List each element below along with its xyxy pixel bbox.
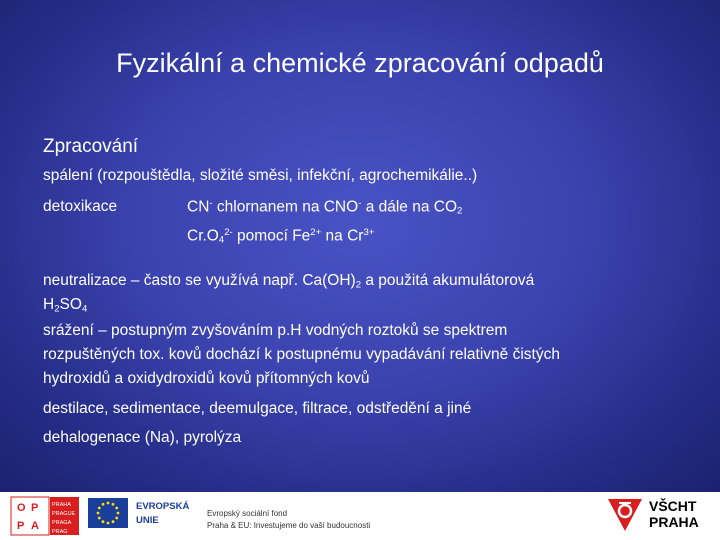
opp-letter: O [17,502,26,514]
opp-praha-logo [10,496,80,536]
h2so4-line: $H_2SO_4$ [43,296,88,315]
precipitation-line-3: hydroxidů a oxidydroxidů kovů přítomných kovů [43,370,370,387]
section-heading: Zpracování [43,136,139,157]
opp-letter: A [31,520,39,532]
precipitation-line-2: rozpuštěných tox. kovů dochází k postupnému vypadávání relativně čistých [43,346,560,363]
opp-letter: P [31,502,39,514]
precipitation-line-1: srážení – postupným zvyšováním p.H vodných roztoků se spektrem [43,322,508,339]
praha-word: PRAHA [52,502,71,508]
praha-word: PRAGA [52,520,72,526]
eu-label: EVROPSKÁ UNIE [136,501,190,526]
vscht-logo-text: VŠCHT PRAHA [649,498,699,530]
burning-line: spálení (rozpouštědla, složité směsi, infekční, agrochemikálie..) [43,167,478,184]
opp-letter: P [17,520,25,532]
slide-title: Fyzikální a chemické zpracování odpadů [116,48,604,78]
detox-line-1: CN- chlornanem na CNO- a dále na $CO_2$ [187,198,463,217]
footer-logo-bar [0,492,720,540]
eu-flag-icon [88,498,128,528]
distillation-line: destilace, sedimentace, deemulgace, filtrace, odstředění a jiné [43,400,472,417]
praha-word: PRAGUE [52,511,76,517]
detox-line-2: $Cr.O_4^{2-}$ pomocí $Fe^{2+}$ na $Cr^{3+}$ [187,227,375,246]
praha-word: PRAG [52,529,68,535]
neutralization-line: neutralizace – často se využívá např. $Ca(OH)_2$ a použitá akumulátorová [43,272,535,291]
social-fund-text: Evropský sociální fond Praha & EU: Investujeme do vaší budoucnosti [207,509,371,530]
vscht-emblem-icon [608,499,642,531]
dehalogenation-line: dehalogenace (Na), pyrolýza [43,429,242,446]
detox-label: detoxikace [43,198,118,215]
